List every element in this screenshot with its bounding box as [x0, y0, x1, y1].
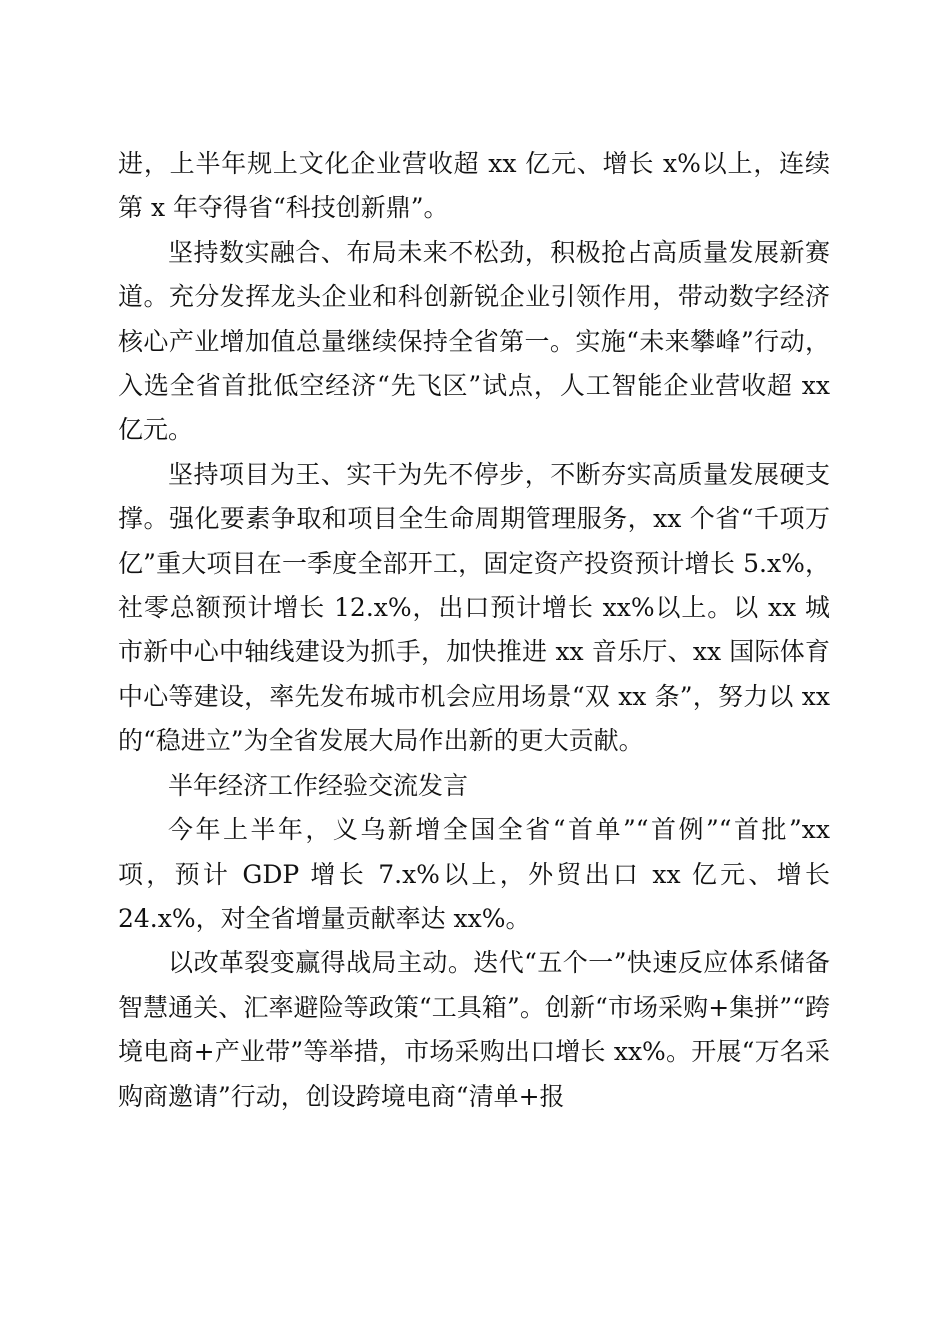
paragraph-digital-economy: 坚持数实融合、布局未来不松劲，积极抢占高质量发展新赛道。充分发挥龙头企业和科创新锐企业引领作用，带动数字经济核心产业增加值总量继续保持全省第一。实施“未来攀峰”行动，入选全省首批低空经济“先飞区”试点，人工智能企业营收超 xx 亿元。	[118, 237, 830, 445]
paragraph-projects: 坚持项目为王、实干为先不停步，不断夯实高质量发展硬支撑。强化要素争取和项目全生命周期管理服务，xx 个省“千项万亿”重大项目在一季度全部开工，固定资产投资预计增长 5.x%，社零总额预计增长 12.x%，出口预计增长 xx%以上。以 xx 城市新中心中轴线建设为抓手，加快推进 xx 音乐厅、xx 国际体育中心等建设，率先发布城市机会应用场景“双 xx 条”，努力以 xx 的“稳进立”为全省发展大局作出新的更大贡献。	[118, 459, 830, 756]
paragraph-yiwu-summary: 今年上半年，义乌新增全国全省“首单”“首例”“首批”xx 项，预计 GDP 增长 7.x%以上，外贸出口 xx 亿元、增长 24.x%，对全省增量贡献率达 xx%。	[118, 815, 830, 933]
paragraph-continuation: 进，上半年规上文化企业营收超 xx 亿元、增长 x%以上，连续第 x 年夺得省“科技创新鼎”。	[118, 149, 830, 223]
paragraph-reform: 以改革裂变赢得战局主动。迭代“五个一”快速反应体系储备智慧通关、汇率避险等政策“工具箱”。创新“市场采购+集拼”“跨境电商+产业带”等举措，市场采购出口增长 xx%。开展“万名采购商邀请”行动，创设跨境电商“清单+报	[118, 948, 830, 1111]
document-body	[118, 142, 830, 1119]
section-title: 半年经济工作经验交流发言	[168, 770, 469, 800]
